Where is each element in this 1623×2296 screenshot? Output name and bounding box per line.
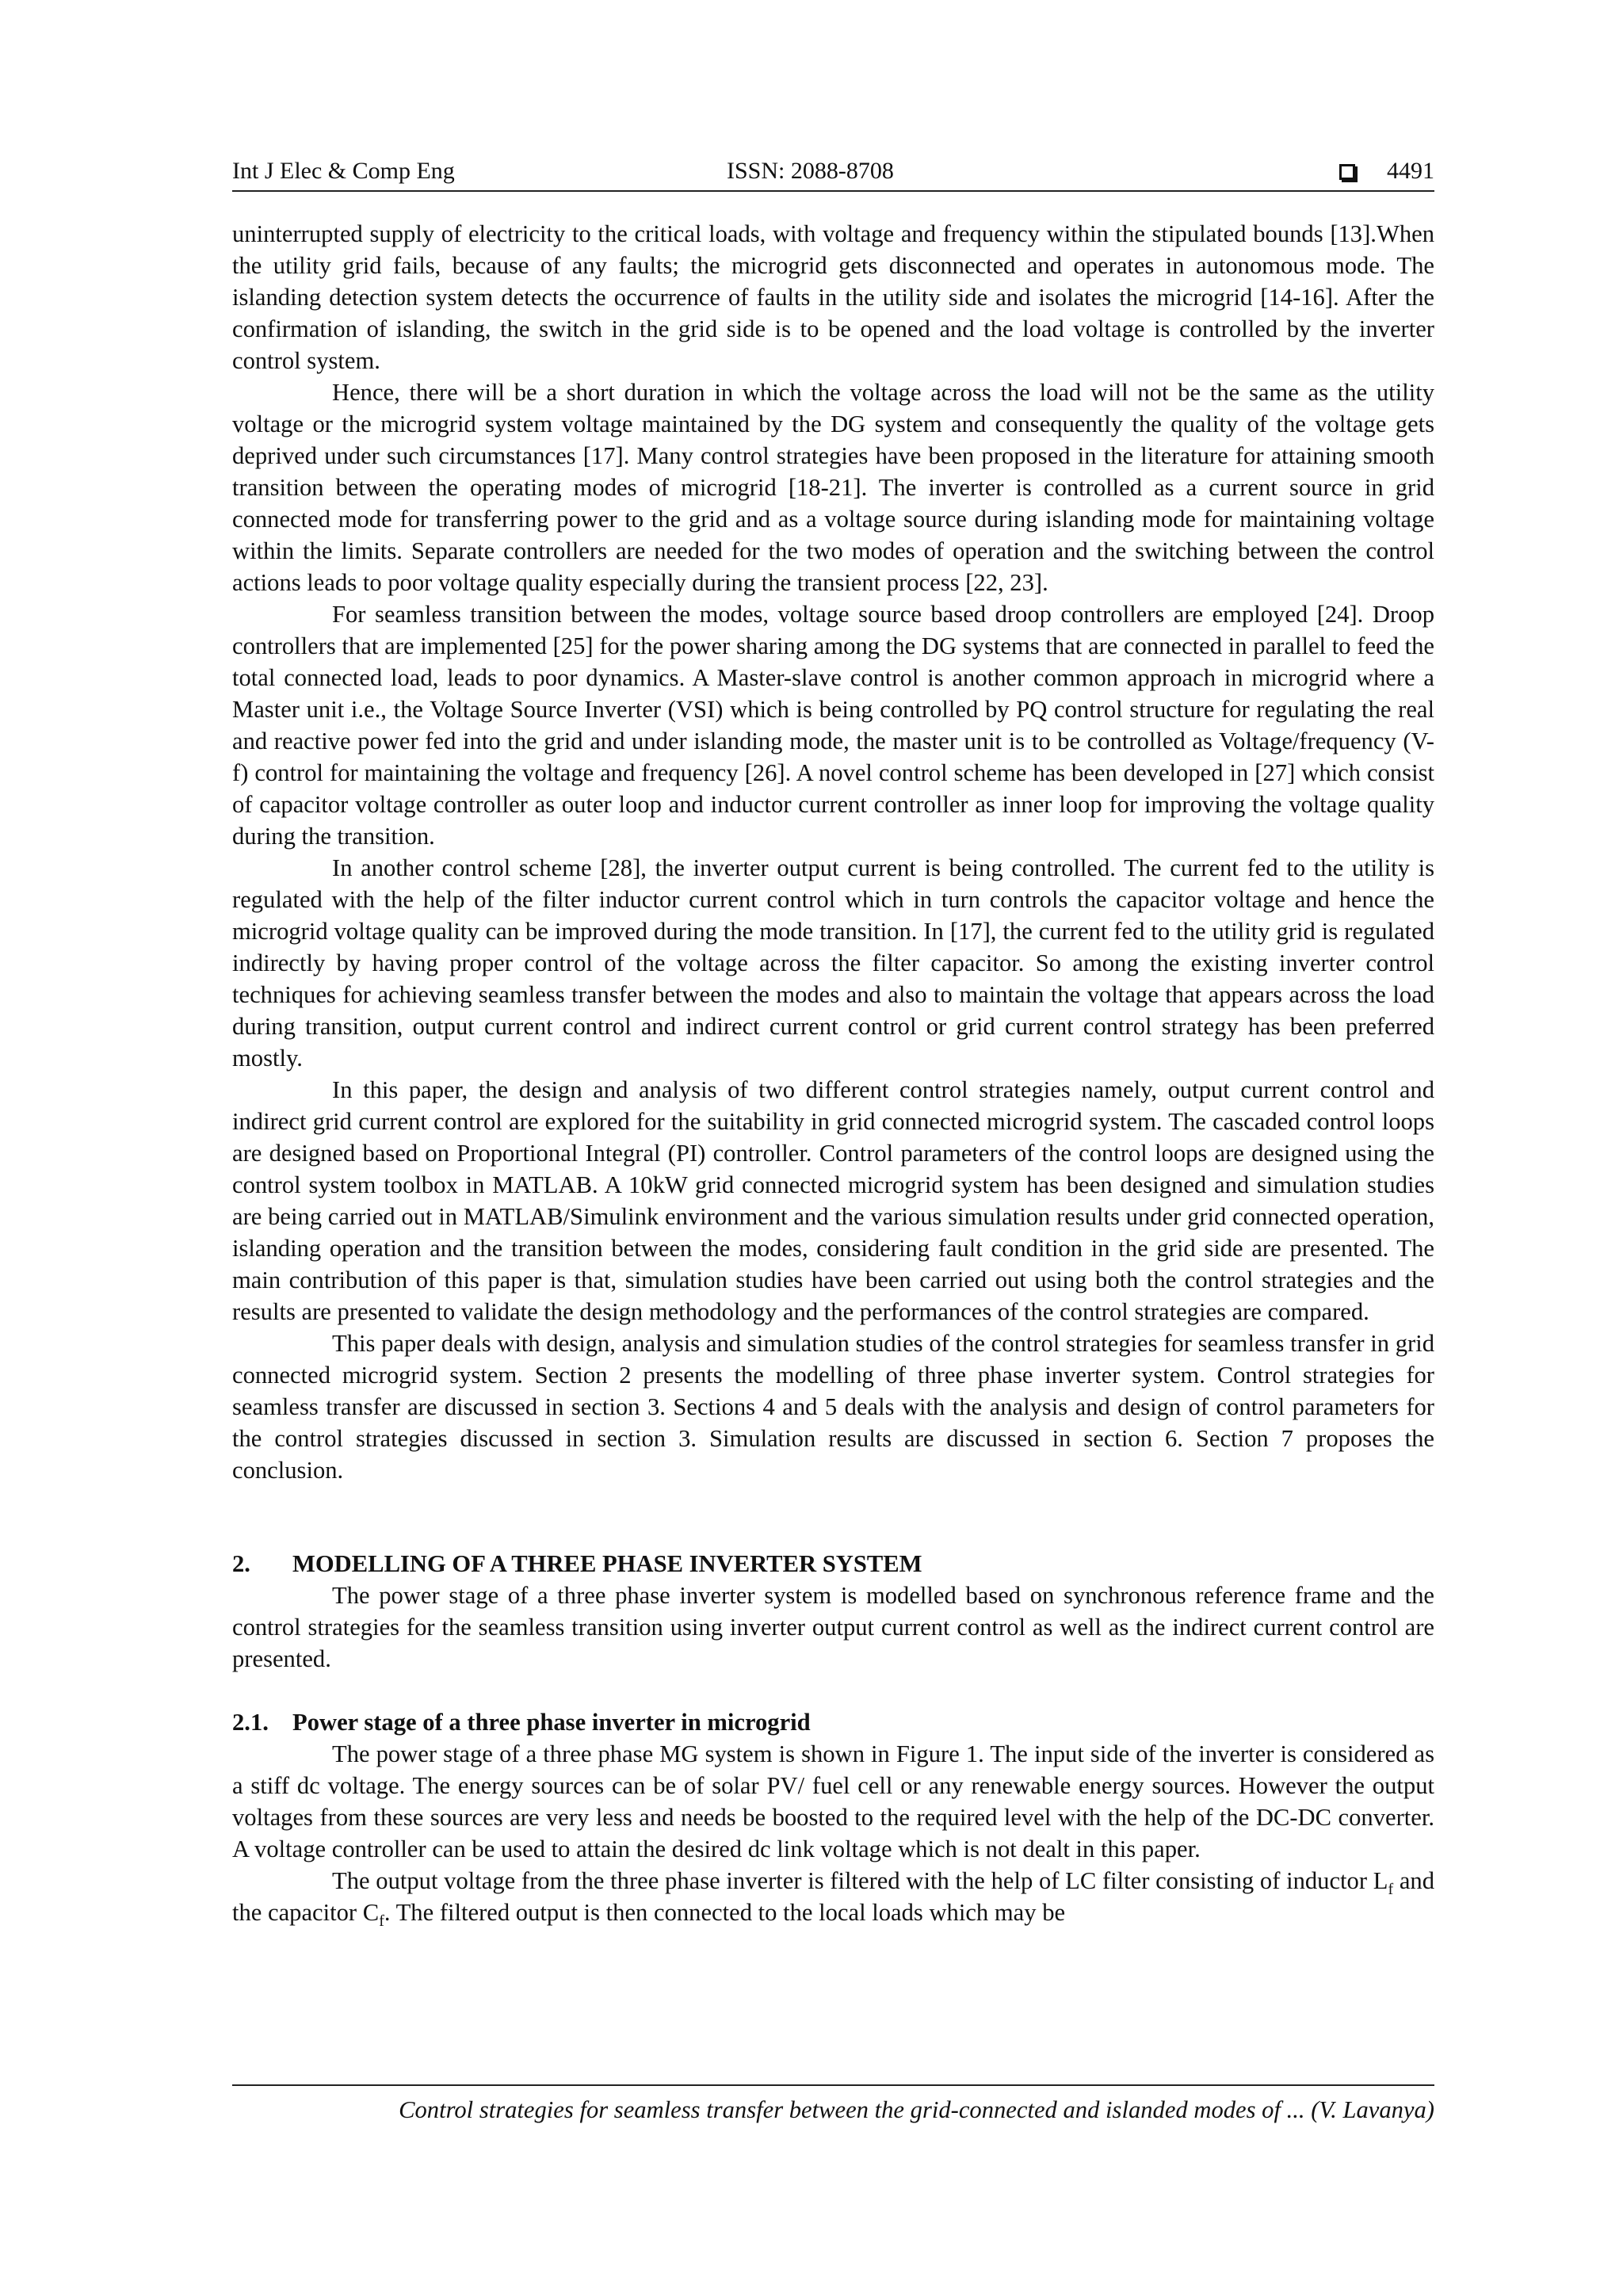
section-title: MODELLING OF A THREE PHASE INVERTER SYSTEM — [292, 1550, 922, 1577]
paragraph-3: For seamless transition between the modes, voltage source based droop controllers are employed [24]. Droop controllers that are implemented [25] for the power sharing among the DG systems that are connected in parallel to feed the total connected load, leads to poor dynamics. A Master-slave control is another common approach in microgrid where a Master unit i.e., the Voltage Source Inverter (VSI) which is being controlled by PQ control structure for regulating the real and reactive power fed into the grid and under islanding mode, the master unit is to be controlled as Voltage/frequency (V-f) control for maintaining the voltage and frequency [26]. A novel control scheme has been developed in [27] which consist of capacitor voltage controller as outer loop and inductor current controller as inner loop for improving the voltage quality during the transition. — [232, 601, 1434, 850]
section-2-1-heading — [232, 1706, 1434, 1738]
subscript-f: f — [379, 1912, 384, 1931]
subsection-title: Power stage of a three phase inverter in microgrid — [292, 1709, 811, 1736]
section-2-paragraph-1: The power stage of a three phase inverter system is modelled based on synchronous reference frame and the control strategies for the seamless transition using inverter output current control as well as the indirect current control are presented. — [232, 1582, 1434, 1672]
checkbox-icon — [1339, 164, 1355, 180]
text-run: and the capacitor C — [232, 1867, 1434, 1926]
issn: ISSN: 2088-8708 — [727, 158, 894, 184]
subsection-number: 2.1. — [232, 1709, 269, 1736]
section-2-1-paragraph-1: The power stage of a three phase MG system is shown in Figure 1. The input side of the inverter is considered as a stiff dc voltage. The energy sources can be of solar PV/ fuel cell or any renewable energy sources. However the output voltages from these sources are very less and needs be boosted to the required level with the help of the DC-DC converter. A voltage controller can be used to attain the desired dc link voltage which is not dealt in this paper. — [232, 1740, 1434, 1862]
section-2-heading — [232, 1548, 1434, 1580]
paragraph-1: uninterrupted supply of electricity to the critical loads, with voltage and frequency within the stipulated bounds [13].When the utility grid fails, because of any faults; the microgrid gets disconnected and operates in autonomous mode. The islanding detection system detects the occurrence of faults in the utility side and isolates the microgrid [14-16]. After the confirmation of islanding, the switch in the grid side is to be opened and the load voltage is controlled by the inverter control system. — [232, 220, 1434, 374]
spacer — [232, 1486, 1434, 1548]
text-run: . The filtered output is then connected to the local loads which may be — [384, 1899, 1066, 1926]
section-number: 2. — [232, 1550, 250, 1577]
page-number: 4491 — [1387, 158, 1434, 184]
main-body — [232, 218, 1434, 1931]
running-header — [232, 155, 1434, 192]
paragraph-6: This paper deals with design, analysis and simulation studies of the control strategies for seamless transfer in grid connected microgrid system. Section 2 presents the modelling of three phase inverter system. Control strategies for seamless transfer are discussed in section 3. Sections 4 and 5 deals with the analysis and design of control parameters for the control strategies discussed in section 3. Simulation results are discussed in section 6. Section 7 proposes the conclusion. — [232, 1330, 1434, 1484]
text-run: The output voltage from the three phase inverter is filtered with the help of LC filter consisting of inductor L — [332, 1867, 1388, 1894]
paragraph-4: In another control scheme [28], the inverter output current is being controlled. The current fed to the utility is regulated with the help of the filter inductor current control which in turn controls the capacitor voltage and hence the microgrid voltage quality can be improved during the mode transition. In [17], the current fed to the utility grid is regulated indirectly by having proper control of the voltage across the filter capacitor. So among the existing inverter control techniques for achieving seamless transfer between the modes and also to maintain the voltage that appears across the load during transition, output current control and indirect current control or grid current control strategy has been preferred mostly. — [232, 854, 1434, 1072]
paragraph-2: Hence, there will be a short duration in which the voltage across the load will not be the same as the utility voltage or the microgrid system voltage maintained by the DG system and consequently the quality of the voltage gets deprived under such circumstances [17]. Many control strategies have been proposed in the literature for attaining smooth transition between the operating modes of microgrid [18-21]. The inverter is controlled as a current source in grid connected mode for transferring power to the grid and as a voltage source during islanding mode for maintaining voltage within the limits. Separate controllers are needed for the two modes of operation and the switching between the control actions leads to poor voltage quality especially during the transient process [22, 23]. — [232, 379, 1434, 596]
section-2-1-paragraph-2 — [232, 1865, 1434, 1931]
paragraph-5: In this paper, the design and analysis of two different control strategies namely, output current control and indirect grid current control are explored for the suitability in grid connected microgrid system. The cascaded control loops are designed based on Proportional Integral (PI) controller. Control parameters of the control loops are designed using the control system toolbox in MATLAB. A 10kW grid connected microgrid system has been designed and simulation studies are being carried out in MATLAB/Simulink environment and the various simulation results under grid connected operation, islanding operation and the transition between the modes, considering fault condition in the grid side are presented. The main contribution of this paper is that, simulation studies have been carried out using both the control strategies and the results are presented to validate the design methodology and the performances of the control strategies are compared. — [232, 1076, 1434, 1325]
journal-name: Int J Elec & Comp Eng — [232, 158, 455, 184]
running-footer: Control strategies for seamless transfer between the grid-connected and islanded modes of ... (V. Lavanya) — [232, 2084, 1434, 2126]
spacer — [232, 1675, 1434, 1706]
subscript-f: f — [1388, 1881, 1394, 1899]
page-number-group — [1339, 155, 1434, 187]
